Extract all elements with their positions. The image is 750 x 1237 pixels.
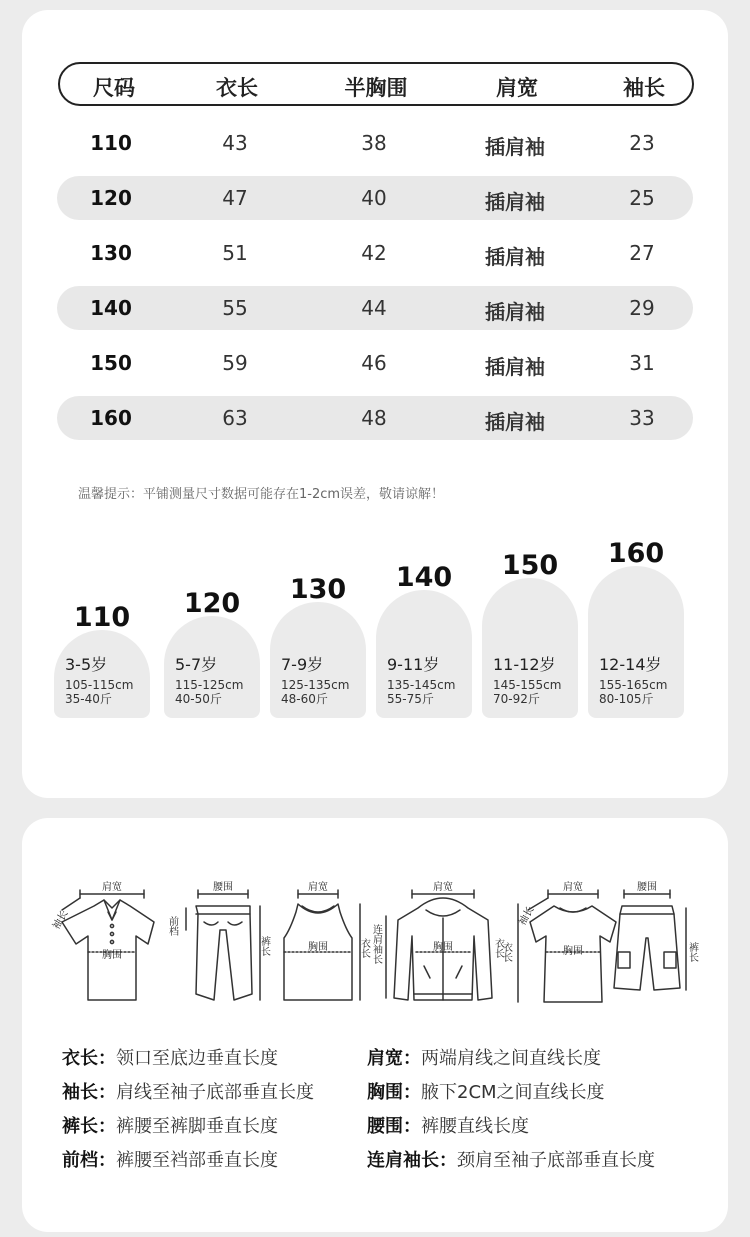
age-size-label: 150: [501, 550, 559, 581]
label-sleeve-2: 袖长: [517, 904, 537, 928]
table-header: [58, 62, 694, 106]
cell-shoulder: 插肩袖: [485, 245, 545, 269]
cell-half-chest: 46: [361, 351, 387, 375]
shorts-icon: [614, 890, 686, 990]
table-row: [57, 231, 693, 275]
age-range: 3-5岁: [65, 655, 108, 674]
label-chest-4: 胸围: [563, 946, 583, 957]
size-chart-card: [22, 10, 728, 798]
age-range: 12-14岁: [599, 655, 662, 674]
label-chest-1: 胸围: [102, 950, 122, 961]
polo-shirt-icon: [62, 890, 154, 1000]
table-row: [57, 341, 693, 385]
label-waist-2: 腰围: [637, 882, 657, 893]
cell-sleeve: 27: [629, 241, 655, 265]
age-arch-card: [54, 630, 150, 718]
cell-half-chest: 44: [361, 296, 387, 320]
label-chest-3: 胸围: [433, 942, 453, 953]
label-shoulder-1: 肩宽: [102, 882, 122, 893]
age-arch-card: [376, 590, 472, 718]
cell-shoulder: 插肩袖: [485, 300, 545, 324]
cell-size: 140: [90, 296, 132, 320]
age-range: 7-9岁: [281, 655, 324, 674]
measurement-guide-card: [22, 818, 728, 1232]
header-size: 尺码: [93, 76, 135, 100]
age-range: 9-11岁: [387, 655, 440, 674]
cell-half-chest: 42: [361, 241, 387, 265]
label-raglan-sleeve: 连肩袖长: [370, 924, 382, 964]
cell-size: 150: [90, 351, 132, 375]
height-range: 125-135cm: [281, 678, 350, 692]
definition-item: 胸围：腋下2CM之间直线长度: [367, 1082, 605, 1103]
cell-sleeve: 29: [629, 296, 655, 320]
height-range: 135-145cm: [387, 678, 456, 692]
definition-item: 肩宽：两端肩线之间直线长度: [367, 1048, 601, 1069]
age-range: 11-12岁: [493, 655, 556, 674]
age-range: 5-7岁: [175, 655, 218, 674]
cell-shoulder: 插肩袖: [485, 355, 545, 379]
definition-item: 袖长：肩线至袖子底部垂直长度: [62, 1082, 314, 1103]
definition-item: 前档：裤腰至裆部垂直长度: [62, 1150, 278, 1171]
label-sleeve-1: 袖长: [51, 908, 71, 932]
age-arch-card: [482, 578, 578, 718]
cell-length: 43: [222, 131, 248, 155]
age-size-label: 130: [289, 574, 347, 605]
definitions-left: [62, 1042, 314, 1178]
table-row: [57, 176, 693, 220]
table-row: [57, 121, 693, 165]
cell-sleeve: 33: [629, 406, 655, 430]
cell-sleeve: 23: [629, 131, 655, 155]
cell-sleeve: 25: [629, 186, 655, 210]
weight-range: 40-50斤: [175, 692, 222, 706]
label-pants-length-1: 裤长: [258, 936, 270, 956]
definition-item: 腰围：裤腰直线长度: [367, 1116, 529, 1137]
definition-item: 连肩袖长：颈肩至袖子底部垂直长度: [367, 1150, 655, 1171]
label-front-rise: 前档: [166, 916, 178, 936]
cell-size: 130: [90, 241, 132, 265]
age-size-label: 160: [607, 538, 665, 569]
age-size-label: 140: [395, 562, 453, 593]
weight-range: 48-60斤: [281, 692, 328, 706]
height-range: 115-125cm: [175, 678, 244, 692]
cell-length: 59: [222, 351, 248, 375]
age-arch-card: [588, 566, 684, 718]
pants-icon: [186, 890, 260, 1000]
cell-length: 55: [222, 296, 248, 320]
header-half-chest: 半胸围: [344, 76, 408, 100]
cell-half-chest: 48: [361, 406, 387, 430]
cell-sleeve: 31: [629, 351, 655, 375]
weight-range: 80-105斤: [599, 692, 654, 706]
measurement-tip: 温馨提示：平铺测量尺寸数据可能存在1-2cm误差，敬请谅解！: [78, 487, 445, 502]
cell-length: 63: [222, 406, 248, 430]
cell-size: 160: [90, 406, 132, 430]
cell-length: 47: [222, 186, 248, 210]
header-shoulder: 肩宽: [496, 76, 538, 100]
cell-shoulder: 插肩袖: [485, 135, 545, 159]
cell-half-chest: 38: [361, 131, 387, 155]
age-arch-card: [164, 616, 260, 718]
table-row: [57, 286, 693, 330]
cell-shoulder: 插肩袖: [485, 190, 545, 214]
height-range: 105-115cm: [65, 678, 134, 692]
header-length: 衣长: [216, 76, 258, 100]
label-shoulder-3: 肩宽: [433, 882, 453, 893]
header-sleeve: 袖长: [623, 76, 665, 100]
table-row: [57, 396, 693, 440]
garment-illustrations: [22, 818, 728, 1018]
label-shoulder-4: 肩宽: [563, 882, 583, 893]
weight-range: 35-40斤: [65, 692, 112, 706]
weight-range: 70-92斤: [493, 692, 540, 706]
cell-half-chest: 40: [361, 186, 387, 210]
cell-shoulder: 插肩袖: [485, 410, 545, 434]
cell-size: 110: [90, 131, 132, 155]
label-garment-length-1: 衣长: [358, 938, 370, 958]
definition-item: 衣长：领口至底边垂直长度: [62, 1048, 278, 1069]
age-size-label: 110: [73, 602, 131, 633]
age-size-label: 120: [183, 588, 241, 619]
label-garment-length-3: 衣长: [500, 942, 512, 962]
definitions-right: [367, 1042, 655, 1178]
weight-range: 55-75斤: [387, 692, 434, 706]
label-shoulder-2: 肩宽: [308, 882, 328, 893]
label-waist-1: 腰围: [213, 882, 233, 893]
age-arch-card: [270, 602, 366, 718]
label-pants-length-2: 裤长: [686, 942, 698, 962]
height-range: 145-155cm: [493, 678, 562, 692]
label-chest-2: 胸围: [308, 942, 328, 953]
cell-length: 51: [222, 241, 248, 265]
label-garment-length-2: 衣长: [492, 938, 504, 958]
cell-size: 120: [90, 186, 132, 210]
definition-item: 裤长：裤腰至裤脚垂直长度: [62, 1116, 278, 1137]
height-range: 155-165cm: [599, 678, 668, 692]
